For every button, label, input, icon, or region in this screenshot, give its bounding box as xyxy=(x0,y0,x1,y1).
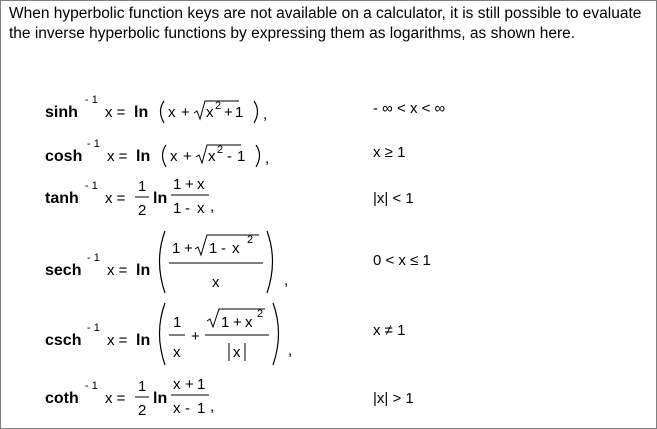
var-x: x xyxy=(197,176,205,193)
var-x: x xyxy=(170,148,178,165)
fn-name: sinh xyxy=(45,104,78,121)
right-paren xyxy=(256,145,260,167)
left-paren xyxy=(161,101,165,123)
formula-coth xyxy=(1,373,656,425)
x-equals: x = xyxy=(107,148,128,165)
domain-condition: x ≠ 1 xyxy=(373,322,406,339)
const-1: 1 xyxy=(173,200,182,217)
inverse-exponent: - 1 xyxy=(85,94,98,106)
left-paren xyxy=(163,145,167,167)
fn-name: csch xyxy=(45,332,82,349)
plus-sign: + xyxy=(181,104,190,121)
var-x: x xyxy=(173,400,181,417)
exponent-2: 2 xyxy=(257,308,264,320)
var-x: x xyxy=(173,376,181,393)
var-x: x xyxy=(173,344,181,361)
var-x: x xyxy=(232,240,240,257)
minus-sign: - xyxy=(185,400,190,417)
plus-sign: + xyxy=(185,176,194,193)
formula-sech xyxy=(1,227,656,299)
x-equals: x = xyxy=(105,190,126,207)
comma: , xyxy=(263,106,268,123)
minus-sign: - xyxy=(227,148,232,165)
comma: , xyxy=(210,398,215,415)
fn-name: coth xyxy=(45,390,79,407)
const-1: 1 xyxy=(173,314,182,331)
const-1: 1 xyxy=(173,176,182,193)
fn-name: tanh xyxy=(45,190,79,207)
var-x: x xyxy=(206,104,214,121)
var-x: x xyxy=(212,274,220,291)
const-1: 1 xyxy=(235,104,244,121)
inverse-exponent: - 1 xyxy=(85,380,98,392)
ln-label: ln xyxy=(136,262,151,279)
right-paren xyxy=(273,303,279,365)
inverse-exponent: - 1 xyxy=(87,138,100,150)
intro-text: When hyperbolic function keys are not available on a calculator, it is still possible to evaluate the inverse hyperbolic functions by expressing them as logarithms, as shown here. xyxy=(9,5,642,42)
const-1: 1 xyxy=(172,240,181,257)
inverse-exponent: - 1 xyxy=(87,322,100,334)
plus-sign: + xyxy=(185,376,194,393)
comma: , xyxy=(210,198,215,215)
exponent-2: 2 xyxy=(247,234,254,246)
minus-sign: - xyxy=(221,240,226,257)
domain-condition: |x| > 1 xyxy=(373,390,414,407)
const-1: 1 xyxy=(138,378,147,395)
const-1: 1 xyxy=(197,376,206,393)
const-1: 1 xyxy=(209,240,218,257)
comma: , xyxy=(288,342,293,359)
fn-name: cosh xyxy=(45,148,83,165)
x-equals: x = xyxy=(107,332,128,349)
comma: , xyxy=(265,150,270,167)
ln-label: ln xyxy=(153,390,168,407)
formula-tanh xyxy=(1,173,656,225)
ln-label: ln xyxy=(136,148,151,165)
domain-condition: 0 < x ≤ 1 xyxy=(373,252,431,269)
formula-sinh xyxy=(1,89,656,129)
right-paren xyxy=(267,231,273,293)
domain-condition: - ∞ < x < ∞ xyxy=(373,100,446,117)
x-equals: x = xyxy=(105,104,126,121)
formula-cosh xyxy=(1,133,656,173)
exponent-2: 2 xyxy=(215,100,222,112)
const-1: 1 xyxy=(221,314,230,331)
var-x: x xyxy=(168,104,176,121)
ln-label: ln xyxy=(153,190,168,207)
comma: , xyxy=(284,272,289,289)
x-equals: x = xyxy=(105,390,126,407)
formula-csch xyxy=(1,299,656,371)
ln-label: ln xyxy=(136,332,151,349)
left-paren xyxy=(160,231,166,293)
const-1: 1 xyxy=(138,178,147,195)
fn-name: sech xyxy=(45,262,82,279)
inverse-exponent: - 1 xyxy=(85,180,98,192)
const-2: 2 xyxy=(138,202,147,219)
domain-condition: x ≥ 1 xyxy=(373,144,406,161)
exponent-2: 2 xyxy=(217,144,224,156)
plus-sign: + xyxy=(191,328,200,345)
right-paren xyxy=(254,101,258,123)
plus-sign: + xyxy=(224,104,233,121)
const-1: 1 xyxy=(197,400,206,417)
const-1: 1 xyxy=(237,148,246,165)
const-2: 2 xyxy=(138,402,147,419)
plus-sign: + xyxy=(183,148,192,165)
var-x: x xyxy=(208,148,216,165)
var-x: x xyxy=(245,314,253,331)
left-paren xyxy=(160,303,166,365)
var-x: x xyxy=(233,344,241,361)
plus-sign: + xyxy=(233,314,242,331)
ln-label: ln xyxy=(134,104,149,121)
plus-sign: + xyxy=(184,240,193,257)
minus-sign: - xyxy=(185,200,190,217)
x-equals: x = xyxy=(107,262,128,279)
inverse-exponent: - 1 xyxy=(87,252,100,264)
domain-condition: |x| < 1 xyxy=(373,190,414,207)
var-x: x xyxy=(197,200,205,217)
